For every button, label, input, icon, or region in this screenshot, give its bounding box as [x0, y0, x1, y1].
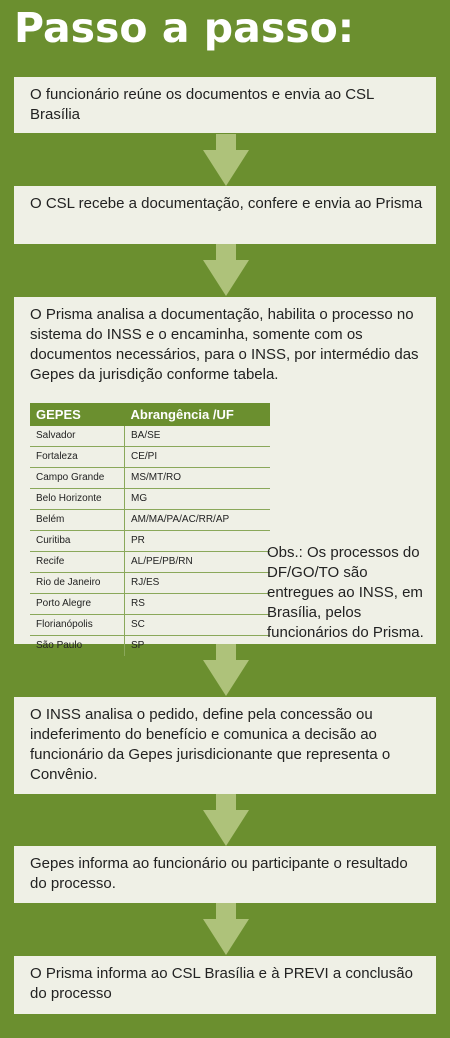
table-cell-gepes: Curitiba: [30, 531, 125, 552]
down-arrow-icon: [203, 134, 249, 186]
obs-note: Obs.: Os processos do DF/GO/TO são entregues ao INSS, em Brasília, pelos funcionários do Prisma.: [267, 544, 424, 641]
step-2-box: [14, 186, 436, 244]
table-row: [30, 510, 270, 531]
step-5-text: Gepes informa ao funcionário ou participante o resultado do processo.: [30, 855, 408, 892]
table-row: [30, 531, 270, 552]
step-4-box: [14, 697, 436, 794]
step-5-box: [14, 846, 436, 903]
table-cell-uf: RJ/ES: [125, 573, 271, 594]
table-header-row: [30, 403, 270, 426]
down-arrow-icon: [203, 794, 249, 846]
table-cell-gepes: Salvador: [30, 426, 125, 447]
table-row: [30, 594, 270, 615]
table-row: [30, 615, 270, 636]
table-row: [30, 552, 270, 573]
step-6-text: O Prisma informa ao CSL Brasília e à PREVI a conclusão do processo: [30, 965, 413, 1002]
table-cell-gepes: Florianópolis: [30, 615, 125, 636]
table-row: [30, 573, 270, 594]
step-6-box: [14, 956, 436, 1014]
table-cell-gepes: Belo Horizonte: [30, 489, 125, 510]
table-cell-uf: RS: [125, 594, 271, 615]
table-row: [30, 489, 270, 510]
step-1-box: [14, 77, 436, 133]
step-3-box: [14, 297, 436, 651]
table-row: [30, 468, 270, 489]
page-title: Passo a passo:: [14, 4, 355, 52]
table-cell-uf: SP: [125, 636, 271, 658]
table-cell-gepes: Recife: [30, 552, 125, 573]
step-2-text: O CSL recebe a documentação, confere e envia ao Prisma: [30, 195, 423, 212]
table-row: [30, 447, 270, 468]
gepes-table: [30, 403, 270, 659]
down-arrow-icon: [203, 903, 249, 955]
table-cell-gepes: São Paulo: [30, 636, 125, 658]
table-cell-uf: AM/MA/PA/AC/RR/AP: [125, 510, 271, 531]
table-cell-gepes: Belém: [30, 510, 125, 531]
down-arrow-icon: [203, 644, 249, 696]
step-3-text: O Prisma analisa a documentação, habilita o processo no sistema do INSS e o encaminha, somente com os documentos necessários, para o INSS, por intermédio das Gepes da jurisdição conforme tabela.: [30, 306, 419, 383]
table-header-gepes: GEPES: [30, 403, 125, 426]
table-row: [30, 426, 270, 447]
table-cell-uf: SC: [125, 615, 271, 636]
step-1-text: O funcionário reúne os documentos e envia ao CSL Brasília: [30, 86, 374, 123]
down-arrow-icon: [203, 244, 249, 296]
table-cell-uf: CE/PI: [125, 447, 271, 468]
table-cell-gepes: Campo Grande: [30, 468, 125, 489]
table-header-abrangencia: Abrangência /UF: [125, 403, 271, 426]
table-cell-gepes: Porto Alegre: [30, 594, 125, 615]
table-cell-gepes: Rio de Janeiro: [30, 573, 125, 594]
table-cell-uf: MS/MT/RO: [125, 468, 271, 489]
step-4-text: O INSS analisa o pedido, define pela concessão ou indeferimento do benefício e comunica a decisão ao funcionário da Gepes jurisdicionante que representa o Convênio.: [30, 706, 391, 783]
table-cell-uf: MG: [125, 489, 271, 510]
table-cell-uf: AL/PE/PB/RN: [125, 552, 271, 573]
table-cell-uf: PR: [125, 531, 271, 552]
table-cell-gepes: Fortaleza: [30, 447, 125, 468]
table-cell-uf: BA/SE: [125, 426, 271, 447]
